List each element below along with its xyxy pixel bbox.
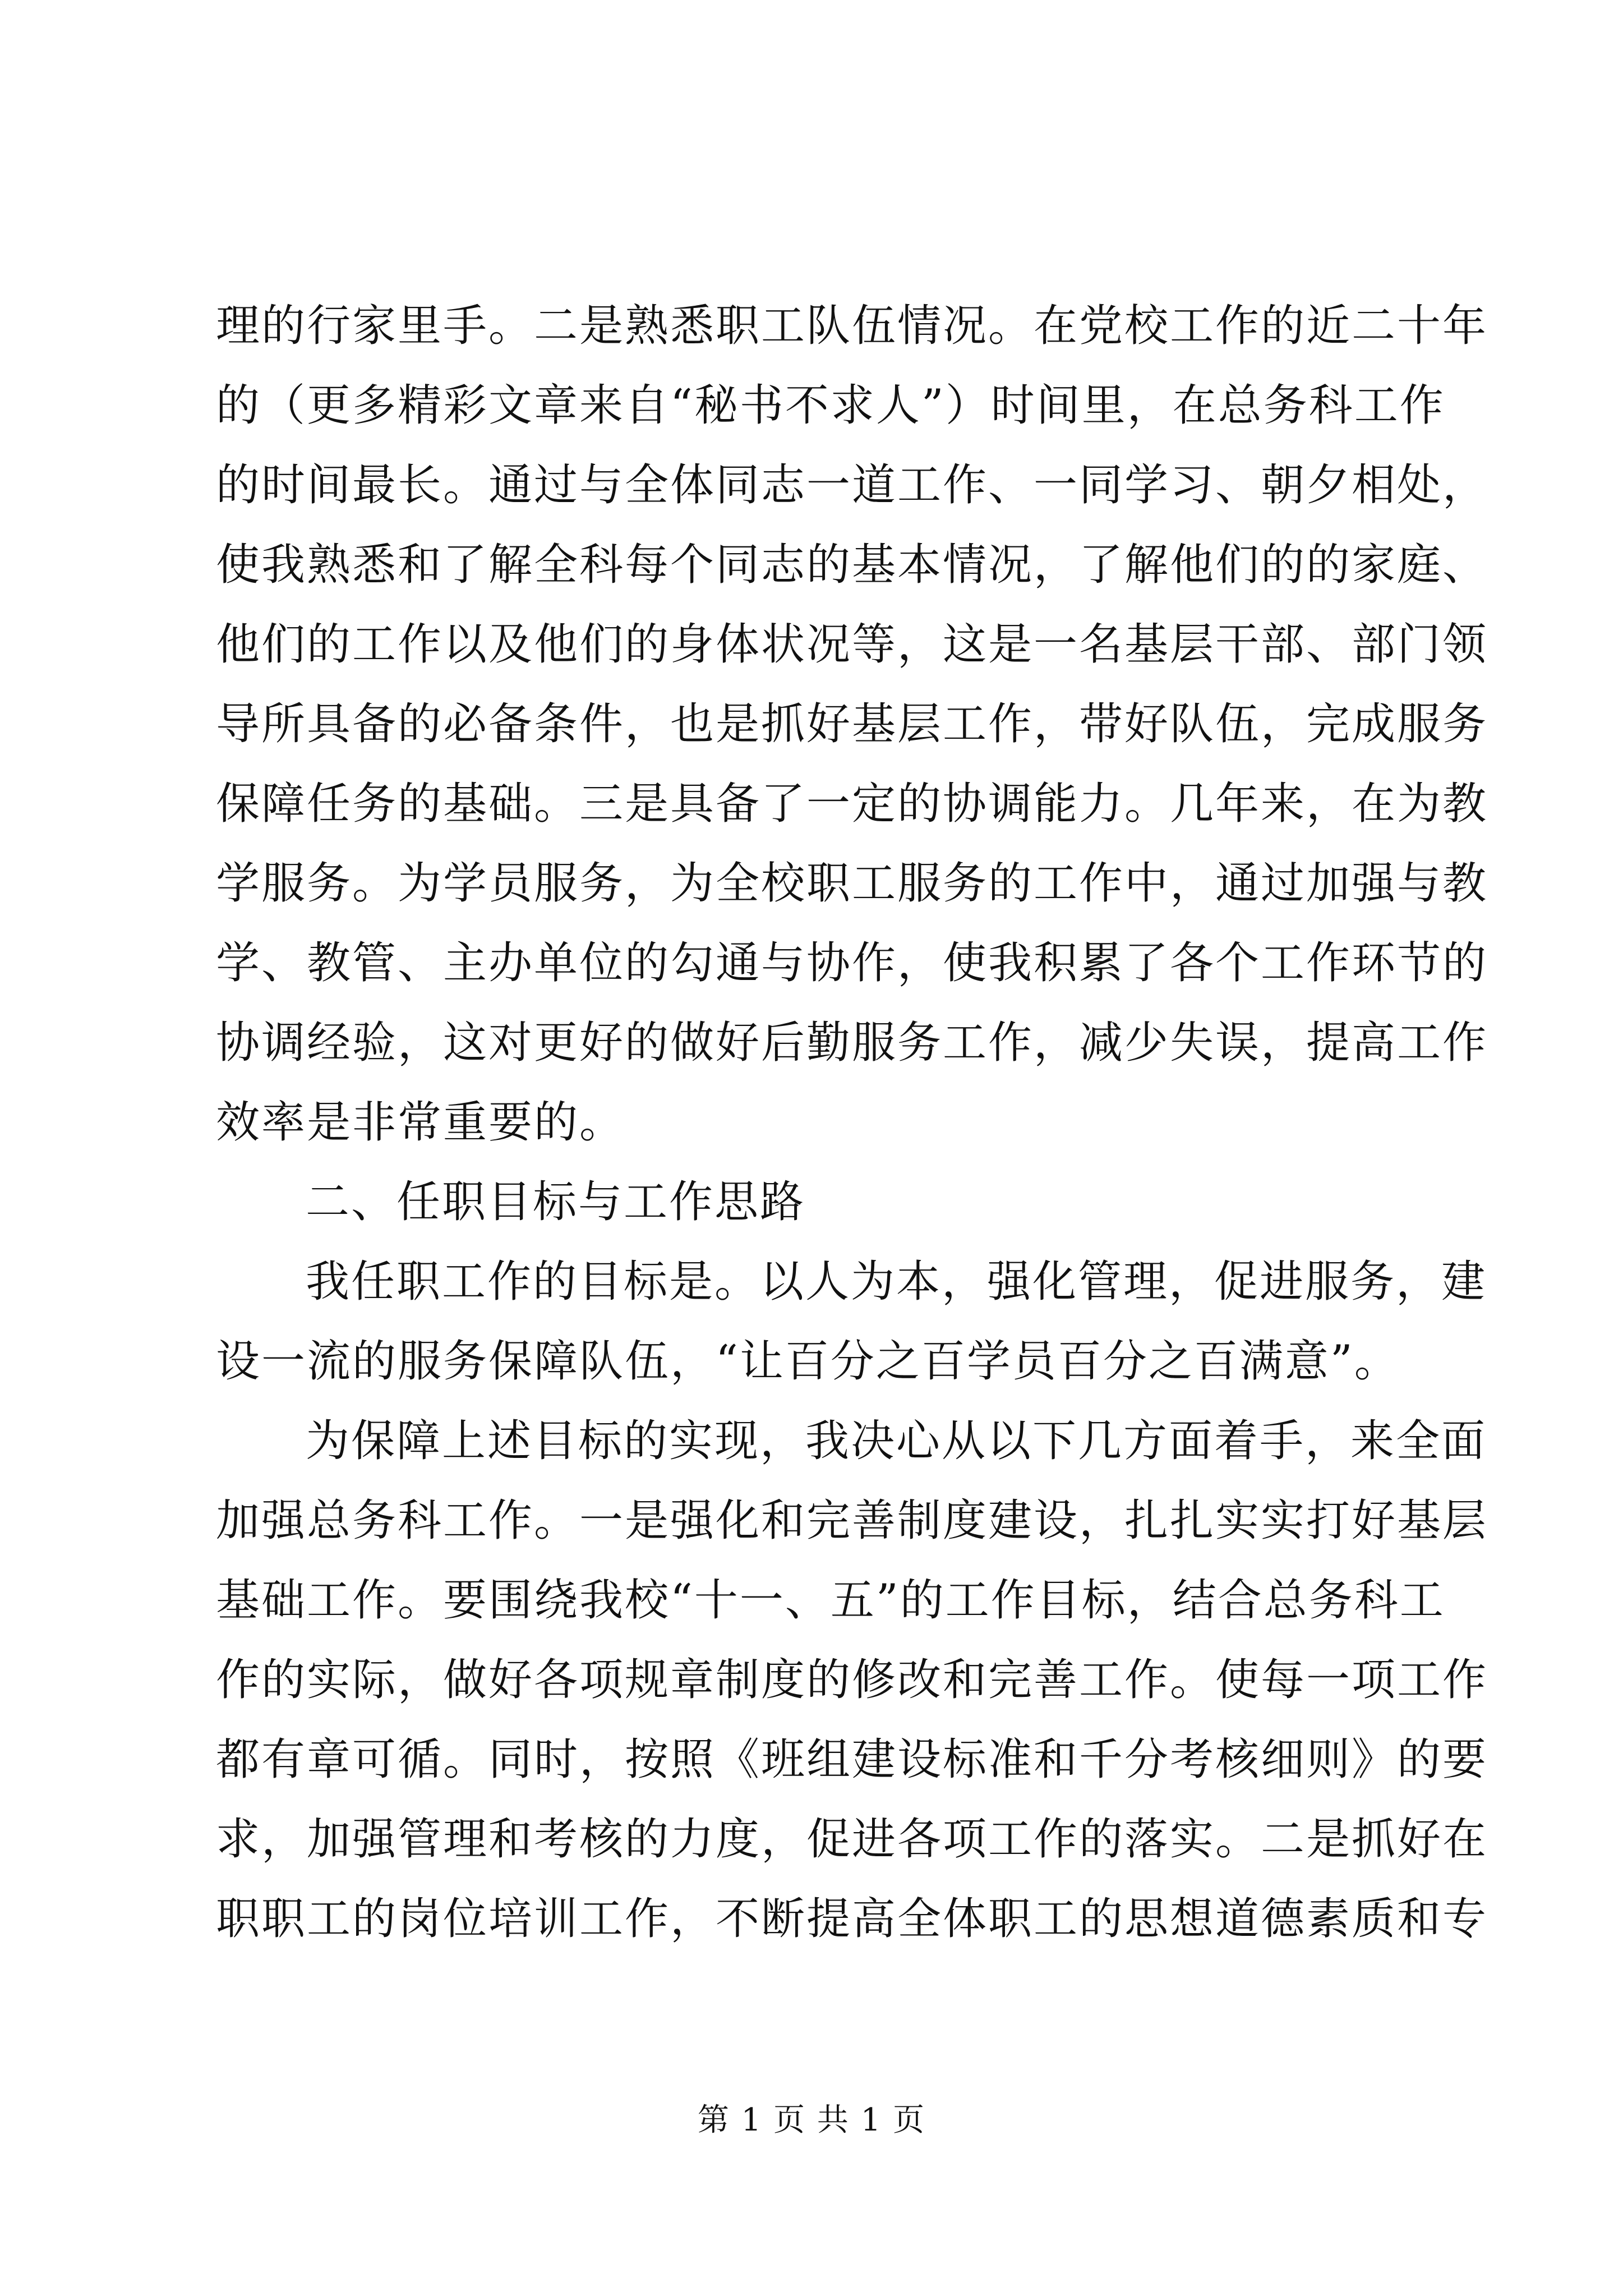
text-line: 作的实际，做好各项规章制度的修改和完善工作。使每一项工作	[216, 1655, 1488, 1705]
text-line: 的（更多精彩文章来自“秘书不求人”）时间里，在总务科工作	[216, 380, 1445, 431]
text-line: 学服务。为学员服务，为全校职工服务的工作中，通过加强与教	[216, 858, 1488, 909]
page-number-footer: 第 1 页 共 1 页	[697, 2102, 926, 2138]
text-line: 使我熟悉和了解全科每个同志的基本情况，了解他们的的家庭、	[216, 540, 1488, 590]
text-line: 设一流的服务保障队伍，“让百分之百学员百分之百满意”。	[216, 1336, 1400, 1387]
text-line: 保障任务的基础。三是具备了一定的协调能力。几年来，在为教	[216, 779, 1488, 829]
text-line: 加强总务科工作。一是强化和完善制度建设，扎扎实实打好基层	[216, 1496, 1488, 1546]
text-line: 求，加强管理和考核的力度，促进各项工作的落实。二是抓好在	[216, 1814, 1488, 1865]
text-line: 都有章可循。同时，按照《班组建设标准和千分考核细则》的要	[216, 1734, 1488, 1785]
text-line: 学、教管、主办单位的勾通与协作，使我积累了各个工作环节的	[216, 938, 1488, 988]
text-line: 的时间最长。通过与全体同志一道工作、一同学习、朝夕相处，	[216, 460, 1488, 510]
document-body	[216, 286, 1488, 1959]
text-line: 二、任职目标与工作思路	[306, 1177, 806, 1227]
text-line: 理的行家里手。二是熟悉职工队伍情况。在党校工作的近二十年	[216, 301, 1488, 351]
text-line: 基础工作。要围绕我校“十一、五”的工作目标，结合总务科工	[216, 1575, 1445, 1626]
text-line: 职职工的岗位培训工作，不断提高全体职工的思想道德素质和专	[216, 1894, 1488, 1944]
text-line: 我任职工作的目标是。以人为本，强化管理，促进服务，建	[306, 1257, 1487, 1307]
text-line: 协调经验，这对更好的做好后勤服务工作，减少失误，提高工作	[216, 1018, 1488, 1068]
text-line: 为保障上述目标的实现，我决心从以下几方面着手，来全面	[306, 1416, 1487, 1466]
text-line: 效率是非常重要的。	[216, 1097, 625, 1148]
text-line: 导所具备的必备条件，也是抓好基层工作，带好队伍，完成服务	[216, 699, 1488, 749]
text-line: 他们的工作以及他们的身体状况等，这是一名基层干部、部门领	[216, 619, 1488, 670]
